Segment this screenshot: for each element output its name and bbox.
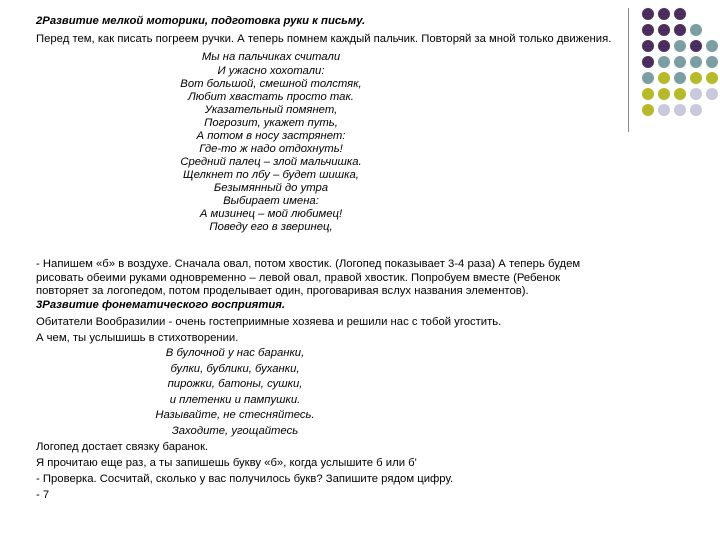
dot (642, 104, 654, 116)
dot (658, 104, 670, 116)
poem-line: Погрозит, укажет путь, (204, 117, 338, 129)
footer-line: Логопед достает связку баранок. (36, 441, 209, 453)
dot (674, 72, 686, 84)
poem-line: Безымянный до утра (213, 182, 329, 194)
decorative-dot-grid (636, 8, 718, 118)
intro-paragraph: Перед тем, как писать погреем ручки. А теперь помнем каждый пальчик. Повторяй за мной только движения. (36, 33, 612, 45)
poem-line: А мизинец – мой любимец! (199, 208, 343, 220)
dot (674, 40, 686, 52)
task-text-line: - Напишем «б» в воздухе. Сначала овал, потом хвостик. (Логопед показывает 3-4 раза) А теперь будем (36, 258, 581, 270)
poem-line: А потом в носу застрянет: (196, 130, 346, 142)
poem-line: Вот большой, смешной толстяк, (180, 78, 362, 90)
section-3-title: 3Развитие фонематического восприятия. (36, 299, 286, 311)
dot (706, 40, 718, 52)
poem-line: Указательный помянет, (204, 104, 338, 116)
dot (642, 8, 654, 20)
dot (642, 72, 654, 84)
dot (674, 88, 686, 100)
dot (690, 40, 702, 52)
dot (658, 24, 670, 36)
section-3-text: Обитатели Вообразилии - очень гостеприимные хозяева и решили нас с тобой угостить. (36, 316, 502, 328)
dot (690, 88, 702, 100)
dot (658, 8, 670, 20)
poem-line: Средний палец – злой мальчишка. (180, 156, 362, 168)
poem-line: В булочной у нас баранки, (165, 347, 305, 359)
poem-line: Заходите, угощайтесь (171, 425, 299, 437)
dot (706, 72, 718, 84)
poem-line: Где-то ж надо отдохнуть! (199, 143, 343, 155)
poem-line: И ужасно хохотали: (217, 65, 325, 77)
dot (674, 104, 686, 116)
footer-line: - Проверка. Сосчитай, сколько у вас получилось букв? Запишите рядом цифру. (36, 473, 454, 485)
dot (690, 72, 702, 84)
dot (642, 88, 654, 100)
poem-line: Поведу его в зверинец, (209, 221, 333, 233)
poem-line: Любит хвастать просто так. (188, 91, 354, 103)
task-text-line: повторяет за логопедом, потом проделывает один, проговаривая вслух названия элементов). (36, 285, 529, 297)
dot (642, 56, 654, 68)
dot (658, 56, 670, 68)
poem-line: пирожки, батоны, сушки, (167, 378, 303, 390)
dot (674, 24, 686, 36)
dot (658, 40, 670, 52)
dot (690, 24, 702, 36)
poem-line: Мы на пальчиках считали (201, 51, 341, 63)
dot (674, 56, 686, 68)
dot (706, 88, 718, 100)
dot (690, 56, 702, 68)
dot (658, 72, 670, 84)
footer-line: Я прочитаю еще раз, а ты запишешь букву «б», когда услышите б или б' (36, 457, 417, 469)
footer-line: - 7 (36, 489, 50, 501)
poem-line: булки, бублики, буханки, (170, 363, 300, 375)
vertical-rule (628, 8, 629, 132)
task-text-line: рисовать обеими руками одновременно – левой овал, правой хвостик. Попробуем вместе (Ребенок (36, 272, 561, 284)
dot (642, 24, 654, 36)
dot (658, 88, 670, 100)
poem-line: и плетенки и пампушки. (169, 394, 301, 406)
section-3-text: А чем, ты услышишь в стихотворении. (36, 332, 239, 344)
poem-line: Выбирает имена: (223, 195, 319, 207)
section-2-title: 2Развитие мелкой моторики, подготовка руки к письму. (36, 15, 366, 27)
dot (706, 56, 718, 68)
dot (642, 40, 654, 52)
dot (690, 104, 702, 116)
poem-line: Щелкнет по лбу – будет шишка, (183, 169, 359, 181)
dot (674, 8, 686, 20)
poem-line: Называйте, не стесняйтесь. (155, 409, 315, 421)
